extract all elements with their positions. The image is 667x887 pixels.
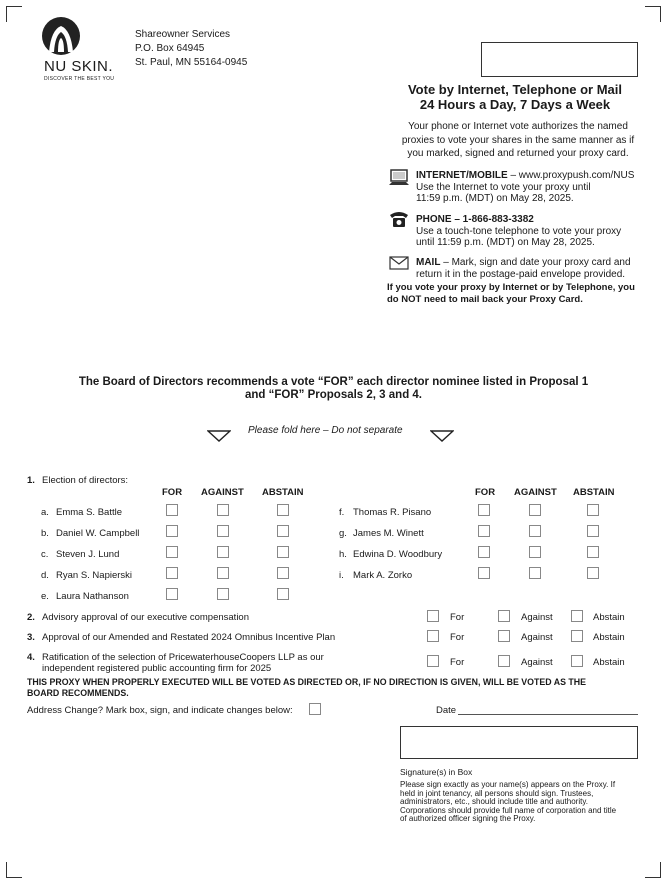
col-header-against: AGAINST (201, 487, 244, 498)
vote-for-checkbox[interactable] (478, 567, 490, 579)
signature-instructions: Please sign exactly as your name(s) appears on the Proxy. If held in joint tenancy, all persons should sign. Trustees, administrators, etc., should include title and authority. Corporations should provide full name of corporation and title of authorized officer signing the Proxy. (400, 780, 617, 823)
proposal-2-text: Advisory approval of our executive compensation (42, 612, 250, 623)
proposal-3-text: Approval of our Amended and Restated 2024 Omnibus Incentive Plan (42, 632, 336, 643)
proposal-2-for-label: For (450, 612, 465, 623)
proposal-1-title: Election of directors: (42, 475, 129, 486)
nominee-letter: g. (339, 528, 347, 539)
nominee-name: Daniel W. Campbell (56, 528, 140, 539)
vote-abstain-checkbox[interactable] (587, 567, 599, 579)
vote-against-checkbox[interactable] (529, 567, 541, 579)
vote-abstain-checkbox[interactable] (277, 567, 289, 579)
nominee-letter: i. (339, 570, 344, 581)
vote-for-checkbox[interactable] (166, 567, 178, 579)
date-line[interactable] (458, 714, 638, 715)
vote-abstain-checkbox[interactable] (277, 504, 289, 516)
nominee-name: Edwina D. Woodbury (353, 549, 443, 560)
vote-abstain-checkbox[interactable] (587, 504, 599, 516)
vote-against-checkbox[interactable] (529, 504, 541, 516)
phone-option: PHONE – 1-866-883-3382 Use a touch-tone telephone to vote your proxy until 11:59 p.m. (MDT) on May 28, 2025. (416, 214, 622, 248)
vote-for-checkbox[interactable] (478, 546, 490, 558)
telephone-icon (389, 210, 409, 228)
control-number-box (481, 42, 638, 77)
vote-against-checkbox[interactable] (217, 504, 229, 516)
vote-against-checkbox[interactable] (217, 567, 229, 579)
logo-tagline: DISCOVER THE BEST YOU (44, 76, 115, 82)
vote-abstain-checkbox[interactable] (587, 525, 599, 537)
vote-abstain-checkbox[interactable] (277, 588, 289, 600)
proposal-2-for-checkbox[interactable] (427, 610, 439, 622)
vote-against-checkbox[interactable] (217, 546, 229, 558)
vote-against-checkbox[interactable] (217, 525, 229, 537)
vote-abstain-checkbox[interactable] (587, 546, 599, 558)
vote-intro: Your phone or Internet vote authorizes the named proxies to vote your shares in the same manner as if you marked, signed and returned your proxy card. (401, 121, 635, 159)
nominee-name: Mark A. Zorko (353, 570, 413, 581)
mail-option: MAIL – Mark, sign and date your proxy card and return it in the postage-paid envelope provided. (416, 257, 631, 280)
proposal-4-text: Ratification of the selection of PricewaterhouseCoopers LLP as our independent registered public accounting firm for 2025 (42, 652, 324, 674)
proposal-2-number: 2. (27, 612, 35, 623)
proposal-4-for-checkbox[interactable] (427, 655, 439, 667)
address-line: P.O. Box 64945 (135, 43, 205, 54)
crop-mark-top-right (645, 6, 661, 22)
vote-for-checkbox[interactable] (166, 546, 178, 558)
proposal-4-abstain-checkbox[interactable] (571, 655, 583, 667)
proposal-2-abstain-label: Abstain (593, 612, 625, 623)
nominee-letter: d. (41, 570, 49, 581)
nominee-name: Thomas R. Pisano (353, 507, 432, 518)
proposal-4-against-checkbox[interactable] (498, 655, 510, 667)
address-change-label: Address Change? Mark box, sign, and indicate changes below: (27, 705, 293, 716)
signature-box[interactable] (400, 726, 638, 759)
col-header-against: AGAINST (514, 487, 557, 498)
nominee-name: James M. Winett (353, 528, 424, 539)
proposal-3-against-label: Against (521, 632, 553, 643)
proposal-4-for-label: For (450, 657, 465, 668)
board-recommendation: The Board of Directors recommends a vote “FOR” each director nominee listed in Proposal 1 and “FOR” Proposals 2, 3 and 4. (78, 376, 589, 401)
nominee-letter: b. (41, 528, 49, 539)
vote-for-checkbox[interactable] (166, 525, 178, 537)
company-logo (38, 16, 128, 86)
vote-against-checkbox[interactable] (529, 525, 541, 537)
col-header-for: FOR (475, 487, 496, 498)
nominee-letter: h. (339, 549, 347, 560)
proposal-4-number: 4. (27, 652, 35, 663)
nominee-letter: a. (41, 507, 49, 518)
proxy-notice: THIS PROXY WHEN PROPERLY EXECUTED WILL BE VOTED AS DIRECTED OR, IF NO DIRECTION IS GIVEN, WILL BE VOTED AS THE BOARD RECOMMENDS. (27, 677, 586, 698)
logo-wordmark: NU SKIN. (44, 58, 114, 75)
vote-against-checkbox[interactable] (529, 546, 541, 558)
col-header-for: FOR (162, 487, 183, 498)
fold-instruction: Please fold here – Do not separate (248, 425, 403, 436)
proposal-3-for-checkbox[interactable] (427, 630, 439, 642)
nominee-name: Emma S. Battle (56, 507, 122, 518)
fold-arrow-right-icon (430, 430, 454, 442)
proposal-3-number: 3. (27, 632, 35, 643)
vote-notice: If you vote your proxy by Internet or by Telephone, you do NOT need to mail back your Proxy Card. (387, 282, 635, 305)
crop-mark-bottom-left (6, 862, 22, 878)
vote-for-checkbox[interactable] (166, 588, 178, 600)
internet-option: INTERNET/MOBILE – www.proxypush.com/NUS Use the Internet to vote your proxy until 11:59 p.m. (MDT) on May 28, 2025. (416, 170, 635, 204)
nominee-letter: e. (41, 591, 49, 602)
address-change-checkbox[interactable] (309, 703, 321, 715)
computer-icon (389, 169, 409, 187)
proposal-2-against-checkbox[interactable] (498, 610, 510, 622)
nominee-name: Laura Nathanson (56, 591, 129, 602)
vote-abstain-checkbox[interactable] (277, 546, 289, 558)
crop-mark-bottom-right (645, 862, 661, 878)
proposal-4-against-label: Against (521, 657, 553, 668)
vote-for-checkbox[interactable] (478, 504, 490, 516)
nominee-name: Steven J. Lund (56, 549, 120, 560)
vote-for-checkbox[interactable] (166, 504, 178, 516)
address-line: Shareowner Services (135, 29, 231, 40)
date-label: Date (436, 705, 457, 716)
vote-title: Vote by Internet, Telephone or Mail 24 Hours a Day, 7 Days a Week (407, 82, 623, 112)
vote-for-checkbox[interactable] (478, 525, 490, 537)
col-header-abstain: ABSTAIN (573, 487, 615, 498)
nominee-letter: f. (339, 507, 345, 518)
proposal-4-abstain-label: Abstain (593, 657, 625, 668)
nominee-name: Ryan S. Napierski (56, 570, 133, 581)
nominee-letter: c. (41, 549, 49, 560)
proposal-3-for-label: For (450, 632, 465, 643)
proposal-3-abstain-checkbox[interactable] (571, 630, 583, 642)
fold-arrow-left-icon (207, 430, 231, 442)
return-address (135, 28, 247, 70)
proposal-1-number: 1. (27, 475, 35, 486)
proposal-2-against-label: Against (521, 612, 553, 623)
nu-skin-logo-icon (41, 16, 81, 56)
proposal-2-abstain-checkbox[interactable] (571, 610, 583, 622)
col-header-abstain: ABSTAIN (262, 487, 304, 498)
crop-mark-top-left (6, 6, 22, 22)
address-line: St. Paul, MN 55164-0945 (135, 57, 248, 68)
vote-against-checkbox[interactable] (217, 588, 229, 600)
proposal-3-abstain-label: Abstain (593, 632, 625, 643)
signature-label: Signature(s) in Box (400, 767, 473, 777)
proposal-3-against-checkbox[interactable] (498, 630, 510, 642)
envelope-icon (389, 256, 409, 270)
vote-abstain-checkbox[interactable] (277, 525, 289, 537)
